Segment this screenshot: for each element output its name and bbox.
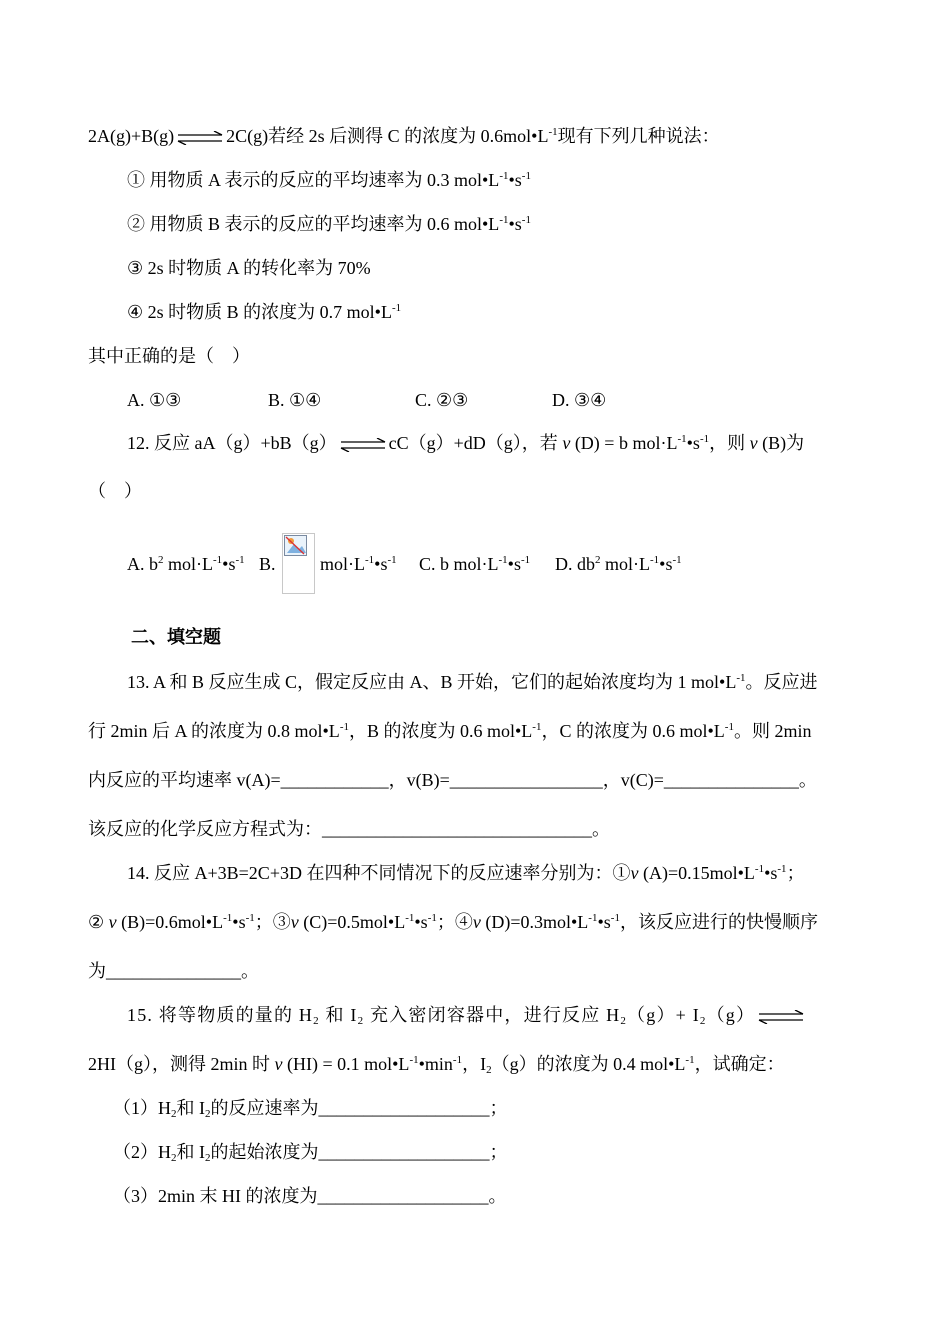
text: （g）+ I — [627, 1005, 700, 1025]
sup: -1 — [736, 672, 746, 684]
sup: -1 — [548, 126, 558, 138]
text: •s — [374, 554, 388, 574]
q12-paren: （ ） — [88, 481, 142, 501]
sup: -1 — [754, 863, 765, 875]
sup: -1 — [405, 912, 415, 924]
text: v — [749, 433, 758, 453]
text: •s — [508, 214, 522, 234]
equilibrium-arrow-icon — [176, 131, 224, 145]
sub: 2 — [171, 1152, 177, 1164]
text: ；③ — [254, 912, 291, 932]
text: •min — [418, 1054, 453, 1074]
q13-line-3: 内反应的平均速率 v(A)=____________，v(B)=_________________，v(C)=_______________。 — [88, 770, 817, 790]
q11-statement-2 — [127, 212, 531, 236]
text: ③ 2s 时物质 A 的转化率为 70% — [127, 258, 371, 278]
q12-option-d[interactable] — [555, 552, 682, 576]
sub: 2 — [205, 1152, 211, 1164]
sup: -1 — [391, 302, 402, 314]
text: （g）的浓度为 0.4 mol•L — [491, 1054, 686, 1074]
q12-option-b[interactable] — [259, 552, 276, 576]
text: mol·L — [600, 554, 650, 574]
text: v — [472, 912, 481, 932]
text: （g） — [706, 1005, 756, 1025]
text: （2）H — [113, 1142, 171, 1162]
sup: -1 — [223, 912, 233, 924]
sup: -1 — [499, 214, 509, 226]
text: 14. 反应 A+3B=2C+3D 在四种不同情况下的反应速率分别为：① — [127, 863, 631, 883]
sup: -1 — [387, 554, 397, 566]
sub: 2 — [171, 1108, 177, 1120]
sup: -1 — [365, 554, 375, 566]
text: (D) = b mol·L — [570, 433, 678, 453]
q11-stem-left: 2A(g)+B(g) — [88, 126, 175, 146]
q14-line-1 — [127, 861, 805, 885]
q11-stem-right: 2C(g)若经 2s 后测得 C 的浓度为 0.6mol•L — [226, 126, 549, 146]
q15-part-1 — [113, 1096, 508, 1120]
text: 和 I — [176, 1098, 205, 1118]
text: v — [290, 912, 299, 932]
q11-statement-1 — [127, 168, 531, 192]
text: 和 I — [325, 1005, 358, 1025]
text: •s — [659, 554, 673, 574]
text: •s — [686, 433, 700, 453]
q13-line-1 — [127, 670, 818, 694]
sup: -1 — [498, 554, 508, 566]
q11-statement-3 — [127, 256, 371, 280]
text: 。则 2min — [733, 721, 812, 741]
sup: -1 — [339, 721, 349, 733]
q11-ask — [88, 344, 250, 368]
text: •s — [414, 912, 428, 932]
text: 其中正确的是（ ） — [88, 346, 250, 366]
sup: 2 — [158, 554, 164, 566]
equilibrium-arrow-icon — [339, 438, 387, 452]
text: 和 I — [176, 1142, 205, 1162]
text: ，C 的浓度为 0.6 mol•L — [541, 721, 725, 741]
sup: -1 — [245, 912, 255, 924]
equilibrium-arrow-icon — [757, 1010, 805, 1024]
text: •s — [232, 912, 246, 932]
q12-option-b-unit — [320, 552, 397, 576]
text: ② 用物质 B 表示的反应的平均速率为 0.6 mol•L — [127, 214, 500, 234]
text: (B)为 — [757, 433, 805, 453]
text: (B)=0.6mol•L — [116, 912, 224, 932]
text: •s — [508, 170, 522, 190]
q14-line-3: 为_______________。 — [88, 961, 259, 981]
sup: -1 — [521, 170, 531, 182]
sup: -1 — [777, 863, 787, 875]
q11-option-c[interactable]: C. ②③ — [415, 390, 469, 410]
text: D. db — [555, 554, 595, 574]
text: cC（g）+dD（g），若 — [388, 433, 563, 453]
sup: -1 — [588, 912, 598, 924]
text: ，B 的浓度为 0.6 mol•L — [348, 721, 533, 741]
text: (HI) = 0.1 mol•L — [282, 1054, 410, 1074]
text: 。反应进 — [745, 672, 818, 692]
sup: -1 — [650, 554, 660, 566]
q11-statement-4 — [127, 300, 401, 324]
sub: 2 — [313, 1015, 320, 1027]
text: 行 2min 后 A 的浓度为 0.8 mol•L — [88, 721, 340, 741]
q14-line-2 — [88, 910, 818, 934]
text: ，I — [462, 1054, 487, 1074]
sup: -1 — [677, 433, 687, 445]
text: 13. A 和 B 反应生成 C，假定反应由 A、B 开始，它们的起始浓度均为 1 mol•L — [127, 672, 737, 692]
sup: -1 — [724, 721, 734, 733]
text: •s — [222, 554, 236, 574]
sub: 2 — [486, 1064, 492, 1076]
text: ，试确定： — [694, 1054, 785, 1074]
q11-stem — [88, 124, 720, 148]
sup: -1 — [499, 170, 509, 182]
section-heading: 二、填空题 — [131, 627, 221, 648]
sup: -1 — [213, 554, 223, 566]
sup: -1 — [235, 554, 245, 566]
broken-image-icon — [282, 533, 315, 594]
text: A. b — [127, 554, 158, 574]
sup: -1 — [672, 554, 682, 566]
sup: -1 — [409, 1054, 419, 1066]
text: ② — [88, 912, 109, 932]
text: v — [562, 433, 571, 453]
sub: 2 — [357, 1015, 365, 1027]
text: ④ 2s 时物质 B 的浓度为 0.7 mol•L — [127, 302, 392, 322]
q11-option-a[interactable]: A. ①③ — [127, 390, 182, 410]
text: •s — [597, 912, 611, 932]
q12-option-a[interactable] — [127, 554, 245, 574]
text: ，该反应进行的快慢顺序 — [619, 912, 818, 932]
text: B. — [259, 554, 276, 574]
text: 的反应速率为___________________； — [210, 1098, 508, 1118]
q12-options — [127, 552, 245, 576]
sup: -1 — [532, 721, 542, 733]
q15-part-3: （3）2min 末 HI 的浓度为___________________。 — [113, 1186, 507, 1206]
sup: -1 — [521, 214, 531, 226]
text: mol·L — [163, 554, 213, 574]
q11-option-d[interactable]: D. ③④ — [552, 390, 607, 410]
text: v — [630, 863, 639, 883]
text: （1）H — [113, 1098, 171, 1118]
text: (C)=0.5mol•L — [298, 912, 406, 932]
q12-stem — [127, 431, 804, 455]
text: v — [108, 912, 117, 932]
sup: -1 — [610, 912, 620, 924]
text: •s — [507, 554, 521, 574]
text: C. b mol·L — [419, 554, 499, 574]
text: 的起始浓度为___________________； — [210, 1142, 508, 1162]
q12-option-c[interactable] — [419, 552, 530, 576]
text: ，则 — [709, 433, 750, 453]
q13-line-2 — [88, 719, 811, 743]
sup: 2 — [595, 554, 601, 566]
sup: -1 — [685, 1054, 695, 1066]
text: ； — [786, 863, 805, 883]
sub: 2 — [699, 1015, 707, 1027]
text: ；④ — [436, 912, 473, 932]
text: v — [274, 1054, 283, 1074]
sup: -1 — [699, 433, 710, 445]
text: 充入密闭容器中，进行反应 H — [370, 1005, 621, 1025]
q11-option-b[interactable]: B. ①④ — [268, 390, 322, 410]
sub: 2 — [205, 1108, 211, 1120]
text: (D)=0.3mol•L — [480, 912, 589, 932]
text: (A)=0.15mol•L — [638, 863, 755, 883]
text: 15. 将等物质的量的 H — [127, 1005, 314, 1025]
text: mol·L — [320, 554, 365, 574]
sup: -1 — [452, 1054, 463, 1066]
q15-line-1 — [127, 1003, 807, 1027]
q11-stem-tail: 现有下列几种说法： — [557, 126, 720, 146]
sub: 2 — [620, 1015, 628, 1027]
sup: -1 — [427, 912, 437, 924]
text: 2HI（g），测得 2min 时 — [88, 1054, 275, 1074]
q13-line-4: 该反应的化学反应方程式为：______________________________。 — [88, 819, 610, 839]
text: ① 用物质 A 表示的反应的平均速率为 0.3 mol•L — [127, 170, 500, 190]
q15-line-2 — [88, 1052, 785, 1076]
text: •s — [764, 863, 778, 883]
text: 12. 反应 aA（g）+bB（g） — [127, 433, 337, 453]
q15-part-2 — [113, 1140, 508, 1164]
sup: -1 — [520, 554, 531, 566]
